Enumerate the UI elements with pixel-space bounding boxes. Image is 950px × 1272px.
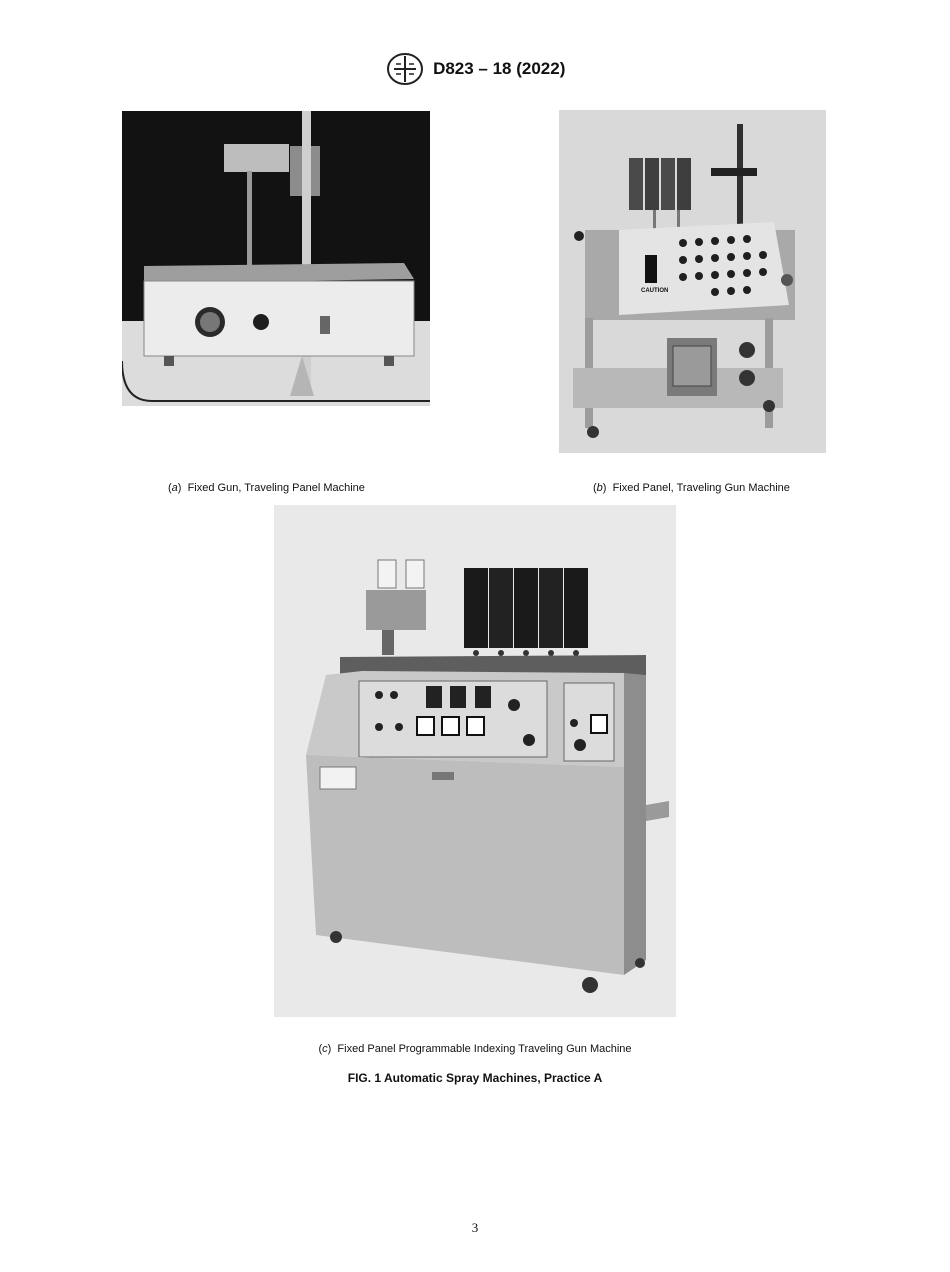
- caption-c-letter: c: [322, 1043, 328, 1055]
- caption-b-text: Fixed Panel, Traveling Gun Machine: [612, 482, 790, 494]
- caption-c-text: Fixed Panel Programmable Indexing Traveling Gun Machine: [337, 1043, 632, 1055]
- photo-programmable-machine: [274, 505, 676, 1017]
- photo-fixed-gun-machine: [122, 111, 430, 406]
- caption-c: (c) Fixed Panel Programmable Indexing Traveling Gun Machine: [318, 1043, 632, 1055]
- standard-designation: D823 – 18 (2022): [433, 59, 566, 78]
- figure-title: FIG. 1 Automatic Spray Machines, Practice A: [347, 1071, 603, 1085]
- astm-logo-icon: [385, 52, 425, 86]
- caution-label: CAUTION: [641, 288, 669, 294]
- caption-b-letter: b: [596, 482, 603, 494]
- page-header: [0, 52, 950, 86]
- caption-a-letter: a: [171, 482, 178, 494]
- caption-a-text: Fixed Gun, Traveling Panel Machine: [187, 482, 365, 494]
- caption-a: (a) Fixed Gun, Traveling Panel Machine: [168, 482, 365, 494]
- photo-fixed-panel-machine: [559, 110, 826, 453]
- page-number: 3: [471, 1220, 479, 1235]
- caption-b: (b) Fixed Panel, Traveling Gun Machine: [593, 482, 790, 494]
